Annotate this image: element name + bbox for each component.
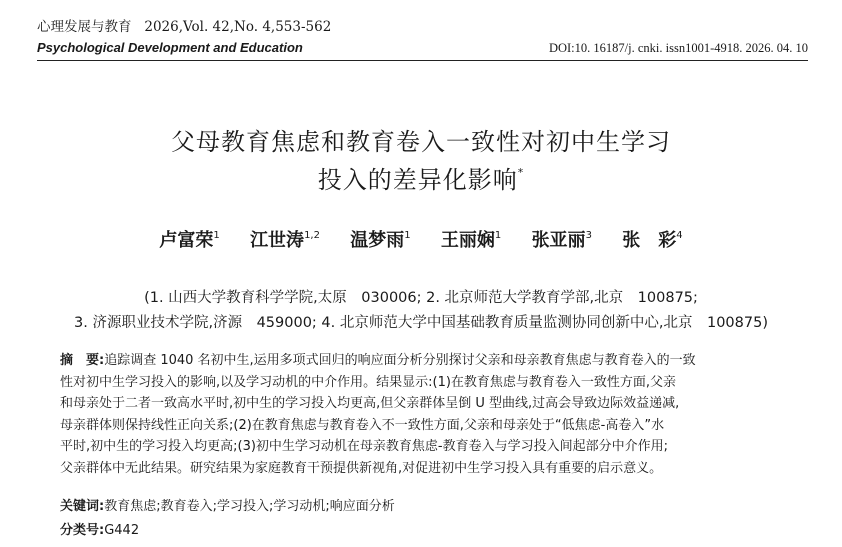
journal-name-cn: 心理发展与教育 — [37, 19, 132, 35]
title-line-1: 父母教育焦虑和教育卷入一致性对初中生学习 — [171, 128, 671, 156]
author-name: 张亚丽 — [531, 230, 586, 251]
doi: DOI:10. 16187/j. cnki. issn1001-4918. 2026. 04. 10 — [548, 41, 808, 55]
classification — [60, 519, 139, 538]
abstract-line: 父亲群体中无此结果。研究结果为家庭教育干预提供新视角,对促进初中生学习投入具有重要的启示意义。 — [60, 460, 663, 476]
header-divider — [37, 60, 808, 61]
author-affiliation-mark: 3 — [585, 230, 592, 241]
abstract-line — [60, 350, 800, 372]
author-list — [0, 226, 842, 252]
author — [350, 230, 410, 251]
abstract-text: 追踪调查 1040 名初中生,运用多项式回归的响应面分析分别探讨父亲和母亲教育焦虑与教育卷入的一致 — [104, 353, 696, 368]
citation-info: 2026,Vol. 42,No. 4,553-562 — [144, 19, 332, 35]
author-affiliation-mark: 1 — [494, 230, 502, 241]
affiliation-line-2: 3. 济源职业技术学院,济源 459000; 4. 北京师范大学中国基础教育质量监测协同创新中心,北京 100875) — [74, 315, 768, 331]
abstract-line: 和母亲处于二者一致高水平时,初中生的学习投入均更高,但父亲群体呈倒 U 型曲线,过高会导致边际效益递减, — [60, 396, 680, 411]
author-name: 江世涛 — [250, 230, 305, 251]
author-name: 卢富荣 — [159, 230, 214, 251]
author-affiliation-mark: 4 — [676, 230, 683, 241]
author — [532, 230, 592, 251]
title-line-2-text: 投入的差异化影响 — [317, 166, 518, 194]
title-footnote-mark: * — [517, 166, 525, 179]
title-line-2 — [0, 160, 842, 195]
abstract — [60, 350, 800, 479]
author-name: 张 彩 — [622, 230, 677, 251]
journal-citation-line — [37, 15, 331, 35]
author — [159, 230, 219, 251]
author — [622, 230, 682, 251]
author-affiliation-mark: 1,2 — [304, 230, 320, 241]
abstract-label: 摘 要: — [60, 353, 105, 368]
author — [250, 230, 320, 251]
affiliation-line-1: (1. 山西大学教育科学学院,太原 030006; 2. 北京师范大学教育学部,北京 100875; — [144, 290, 698, 306]
author-name: 温梦雨 — [350, 230, 405, 251]
author-name: 王丽娴 — [440, 230, 495, 251]
keywords — [60, 495, 395, 514]
keywords-value: 教育焦虑;教育卷入;学习投入;学习动机;响应面分析 — [104, 499, 395, 514]
author-affiliation-mark: 1 — [404, 230, 411, 241]
abstract-line: 母亲群体则保持线性正向关系;(2)在教育焦虑与教育卷入不一致性方面,父亲和母亲处于“低焦虑-高卷入”水 — [60, 417, 665, 433]
classification-value: G442 — [104, 523, 140, 538]
author — [441, 230, 501, 251]
author-affiliation-mark: 1 — [213, 230, 220, 241]
abstract-line: 性对初中生学习投入的影响,以及学习动机的中介作用。结果显示:(1)在教育焦虑与教育卷入一致性方面,父亲 — [60, 374, 677, 390]
journal-name-en: Psychological Development and Education — [37, 40, 303, 55]
classification-label: 分类号: — [60, 523, 105, 538]
abstract-line: 平时,初中生的学习投入均更高;(3)初中生学习动机在母亲教育焦虑-教育卷入与学习投入间起部分中介作用; — [60, 439, 668, 454]
keywords-label: 关键词: — [60, 499, 105, 514]
